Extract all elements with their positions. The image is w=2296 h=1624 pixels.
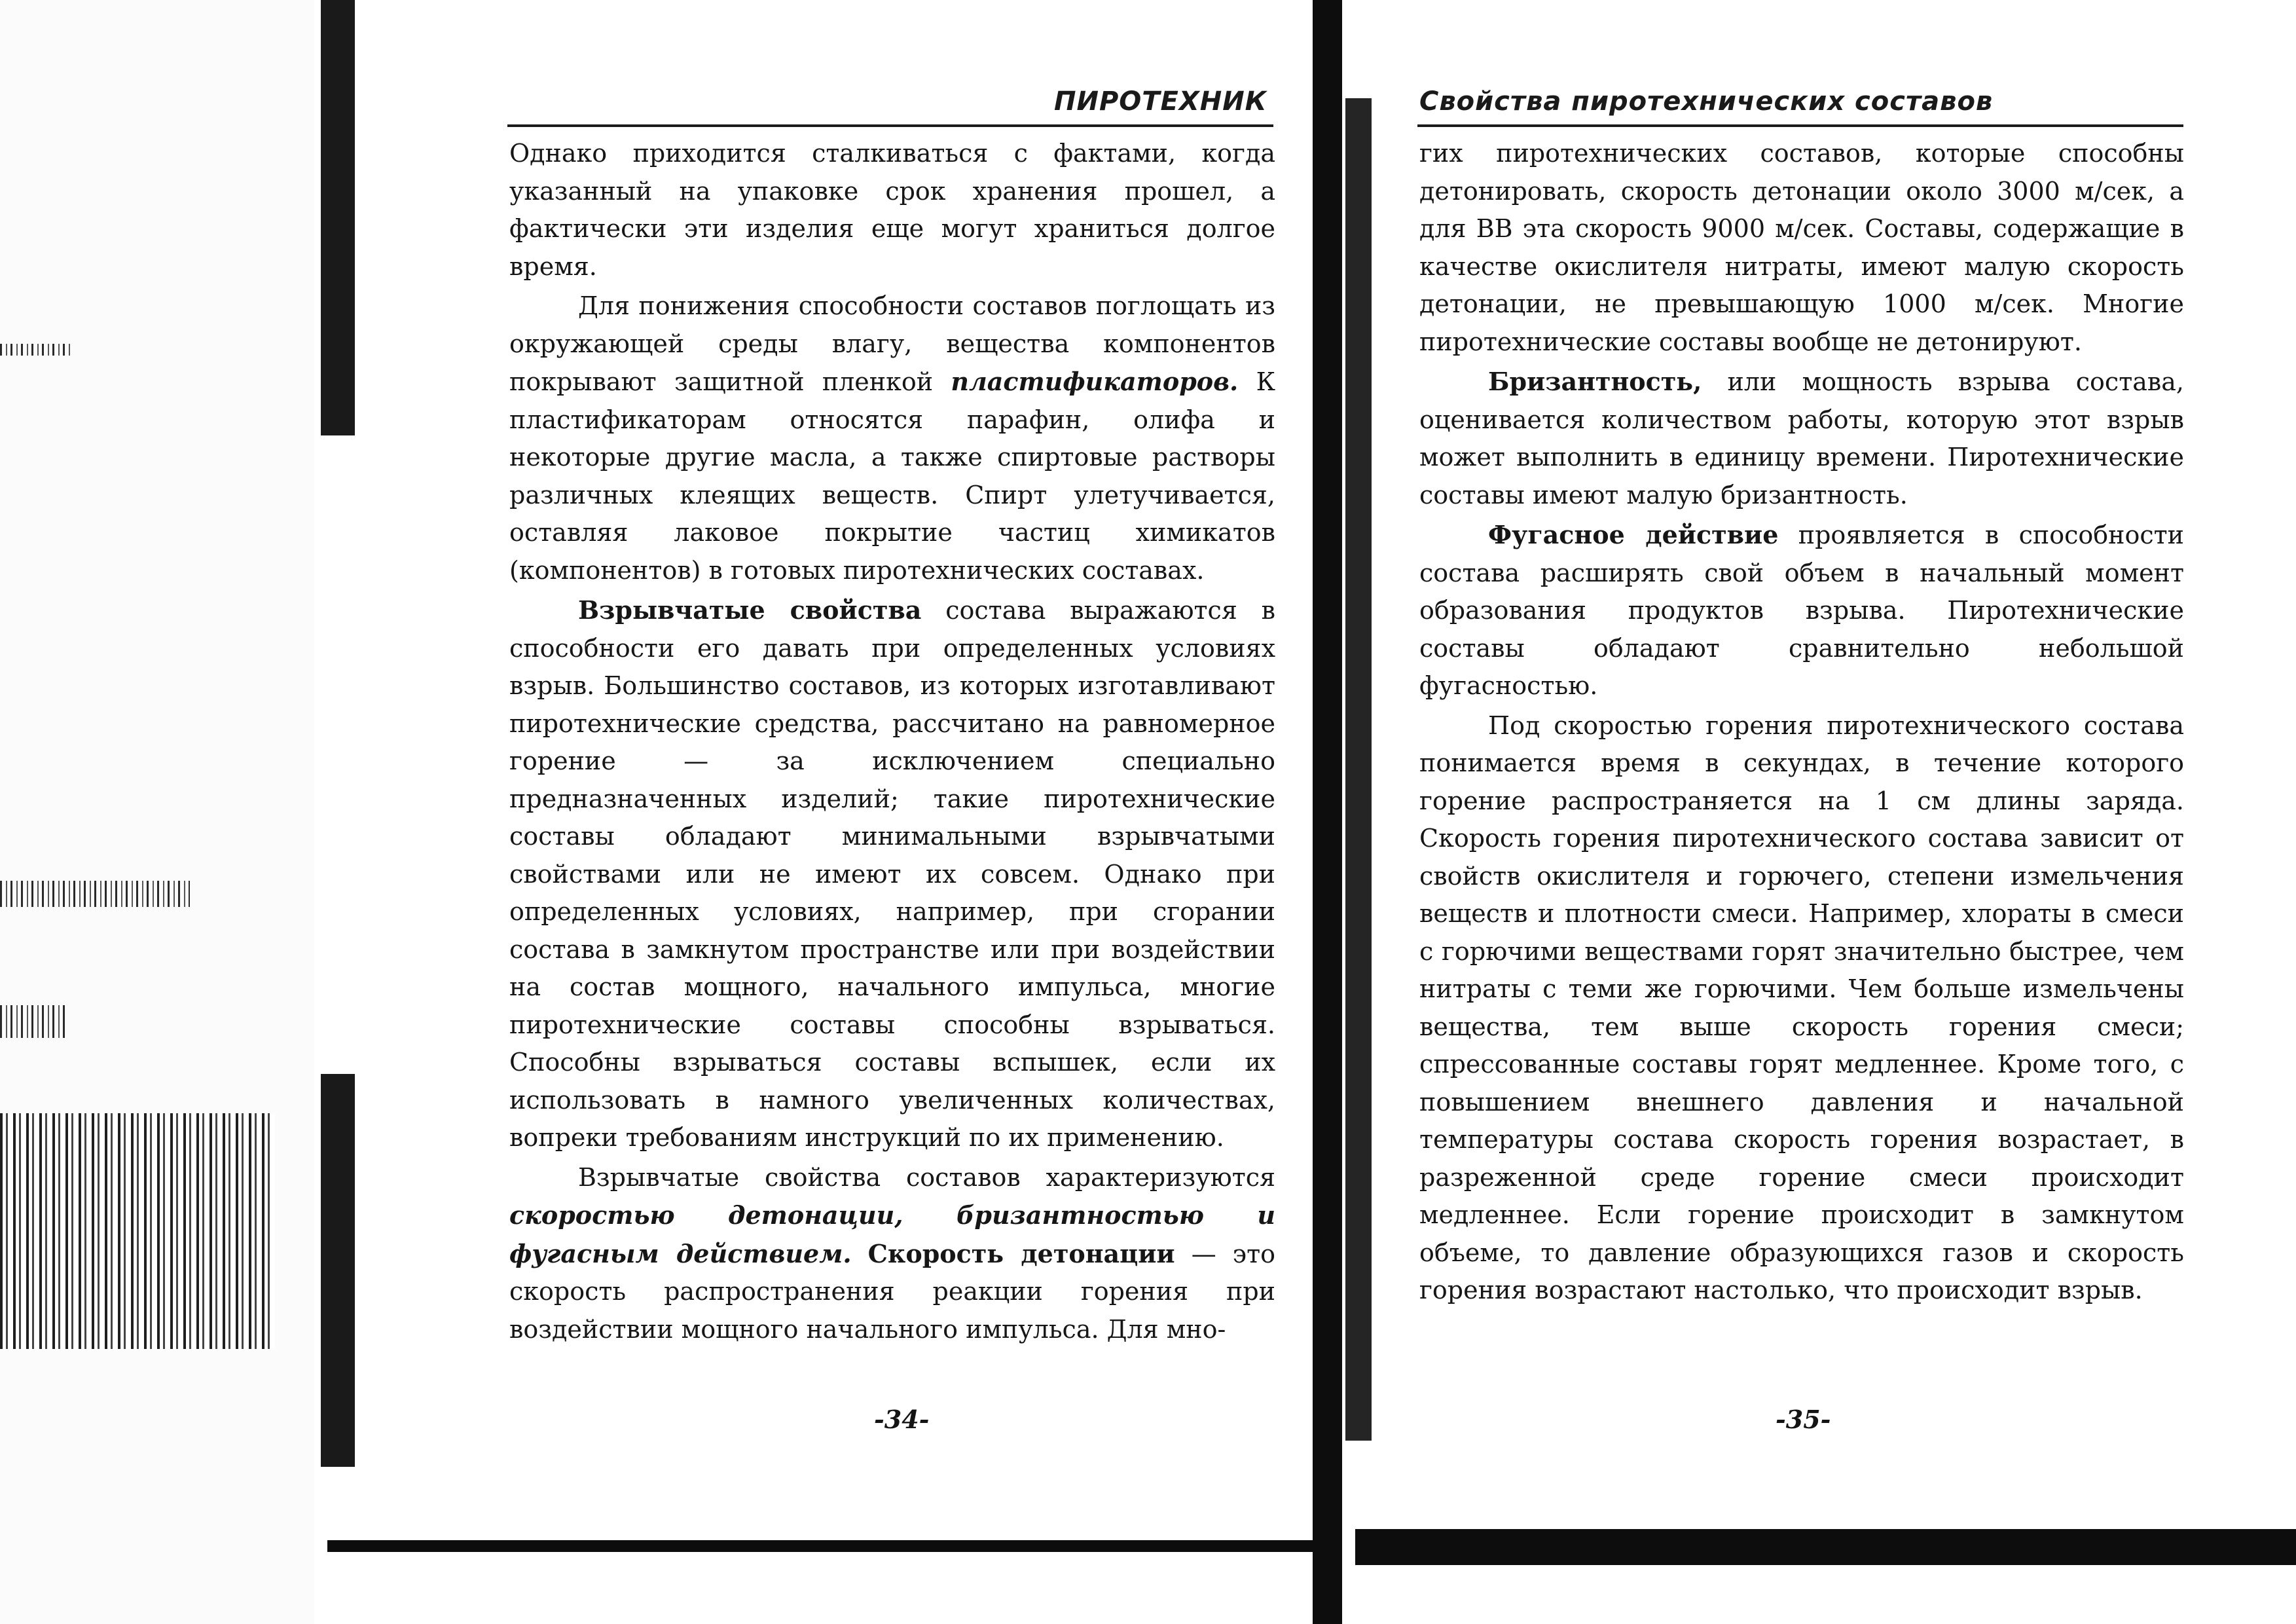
page-edge-bar	[321, 1074, 355, 1467]
bottom-edge	[327, 1540, 1336, 1552]
paragraph	[509, 287, 1275, 589]
header-rule	[1417, 124, 2183, 127]
emphasis-run: Бризантность,	[1488, 367, 1702, 396]
scan-artifact	[0, 1113, 275, 1349]
text-run: гих пиротехнических составов, которые способны детонировать, скорость детонации около 3000 м/сек, а для ВВ эта скорость 9000 м/сек. Составы, содержащие в качестве окислителя нитраты, имеют малую скорость детонации, не превышающую 1000 м/сек. Многие пиротехнические составы вообще не детонируют.	[1419, 139, 2184, 356]
page-edge-bar	[321, 0, 355, 435]
paragraph	[509, 135, 1275, 286]
text-run: Для понижения способности составов поглощать из окружающей среды влагу, вещества компонентов покрывают защитной пленкой	[509, 291, 1275, 396]
running-header: ПИРОТЕХНИК	[1054, 86, 1267, 117]
text-run	[852, 1240, 868, 1268]
book-spine	[1313, 0, 1342, 1624]
text-run: — это скорость распространения реакции горения при воздействии мощного начального импульса. Для мно-	[509, 1239, 1275, 1344]
page-number: -35-	[1776, 1405, 1831, 1434]
scan-artifact	[0, 1005, 65, 1038]
emphasis-run: Скорость детонации	[867, 1238, 1175, 1268]
scan-artifact	[0, 881, 190, 907]
text-run: Взрывчатые свойства составов характеризуются	[578, 1162, 1275, 1192]
scan-artifact	[0, 344, 72, 356]
bottom-edge	[1355, 1529, 2296, 1565]
gutter-shadow	[1345, 98, 1372, 1441]
header-rule	[507, 124, 1273, 127]
text-run: Однако приходится сталкиваться с фактами, когда указанный на упаковке срок хранения прошел, а фактически эти изделия еще могут храниться долгое время.	[509, 139, 1275, 281]
paragraph	[1419, 363, 2184, 514]
emphasis-run: Взрывчатые свойства	[578, 595, 922, 625]
paragraph	[1419, 516, 2184, 705]
body-text	[1419, 135, 2184, 1310]
body-text	[509, 135, 1275, 1348]
text-run: проявляется в способности состава расширять свой объем в начальный момент образования продуктов взрыва. Пиротехнические составы обладают сравнительно небольшой фугасностью.	[1419, 521, 2184, 700]
text-run: или мощность взрыва состава, оценивается количеством работы, которую этот взрыв может выполнить в единицу времени. Пиротехнические составы имеют малую бризантность.	[1419, 367, 2184, 509]
emphasis-run: скоростью детонации, бризантностью и фугасным действием.	[509, 1200, 1275, 1268]
text-run: К пластификаторам относятся парафин, олифа и некоторые другие масла, а также спиртовые растворы различных клеящих веществ. Спирт улетучивается, оставляя лаковое покрытие частиц химикатов (компонентов) в готовых пиротехнических составах.	[509, 367, 1275, 585]
paragraph	[1419, 135, 2184, 361]
emphasis-run: пластификаторов.	[951, 367, 1239, 396]
paragraph	[1419, 707, 2184, 1310]
text-run: состава выражаются в способности его давать при определенных условиях взрыв. Большинство составов, из которых изготавливают пиротехнические средства, рассчитано на равномерное горение — за исключением специально предназначенных изделий; такие пиротехнические составы обладают минимальными взрывчатыми свойствами или не имеют их совсем. Однако при определенных условиях, например, при сгорании состава в замкнутом пространстве или при воздействии на состав мощного, начального импульса, многие пиротехнические составы способны взрываться. Способны взрываться составы вспышек, если их использовать в намного увеличенных количествах, вопреки требованиям инструкций по их применению.	[509, 596, 1276, 1152]
running-header: Свойства пиротехнических составов	[1419, 86, 1994, 117]
paragraph	[509, 1159, 1275, 1349]
emphasis-run: Фугасное действие	[1488, 520, 1779, 549]
scan-margin	[0, 0, 314, 1624]
text-run: Под скоростью горения пиротехнического состава понимается время в секундах, в течение которого горение распространяется на 1 см длины заряда. Скорость горения пиротехнического состава зависит от свойств окислителя и горючего, степени измельчения веществ и плотности смеси. Например, хлораты в смеси с горючими веществами горят значительно быстрее, чем нитраты с теми же горючими. Чем больше измельчены вещества, тем выше скорость горения смеси; спрессованные составы горят медленнее. Кроме того, с повышением внешнего давления и начальной температуры состава скорость горения возрастает, в разреженной среде горение смеси происходит медленнее. Если горение происходит в замкнутом объеме, то давление образующихся газов и скорость горения возрастают настолько, что происходит взрыв.	[1419, 710, 2184, 1304]
paragraph	[509, 591, 1275, 1157]
page-number: -34-	[874, 1405, 930, 1434]
